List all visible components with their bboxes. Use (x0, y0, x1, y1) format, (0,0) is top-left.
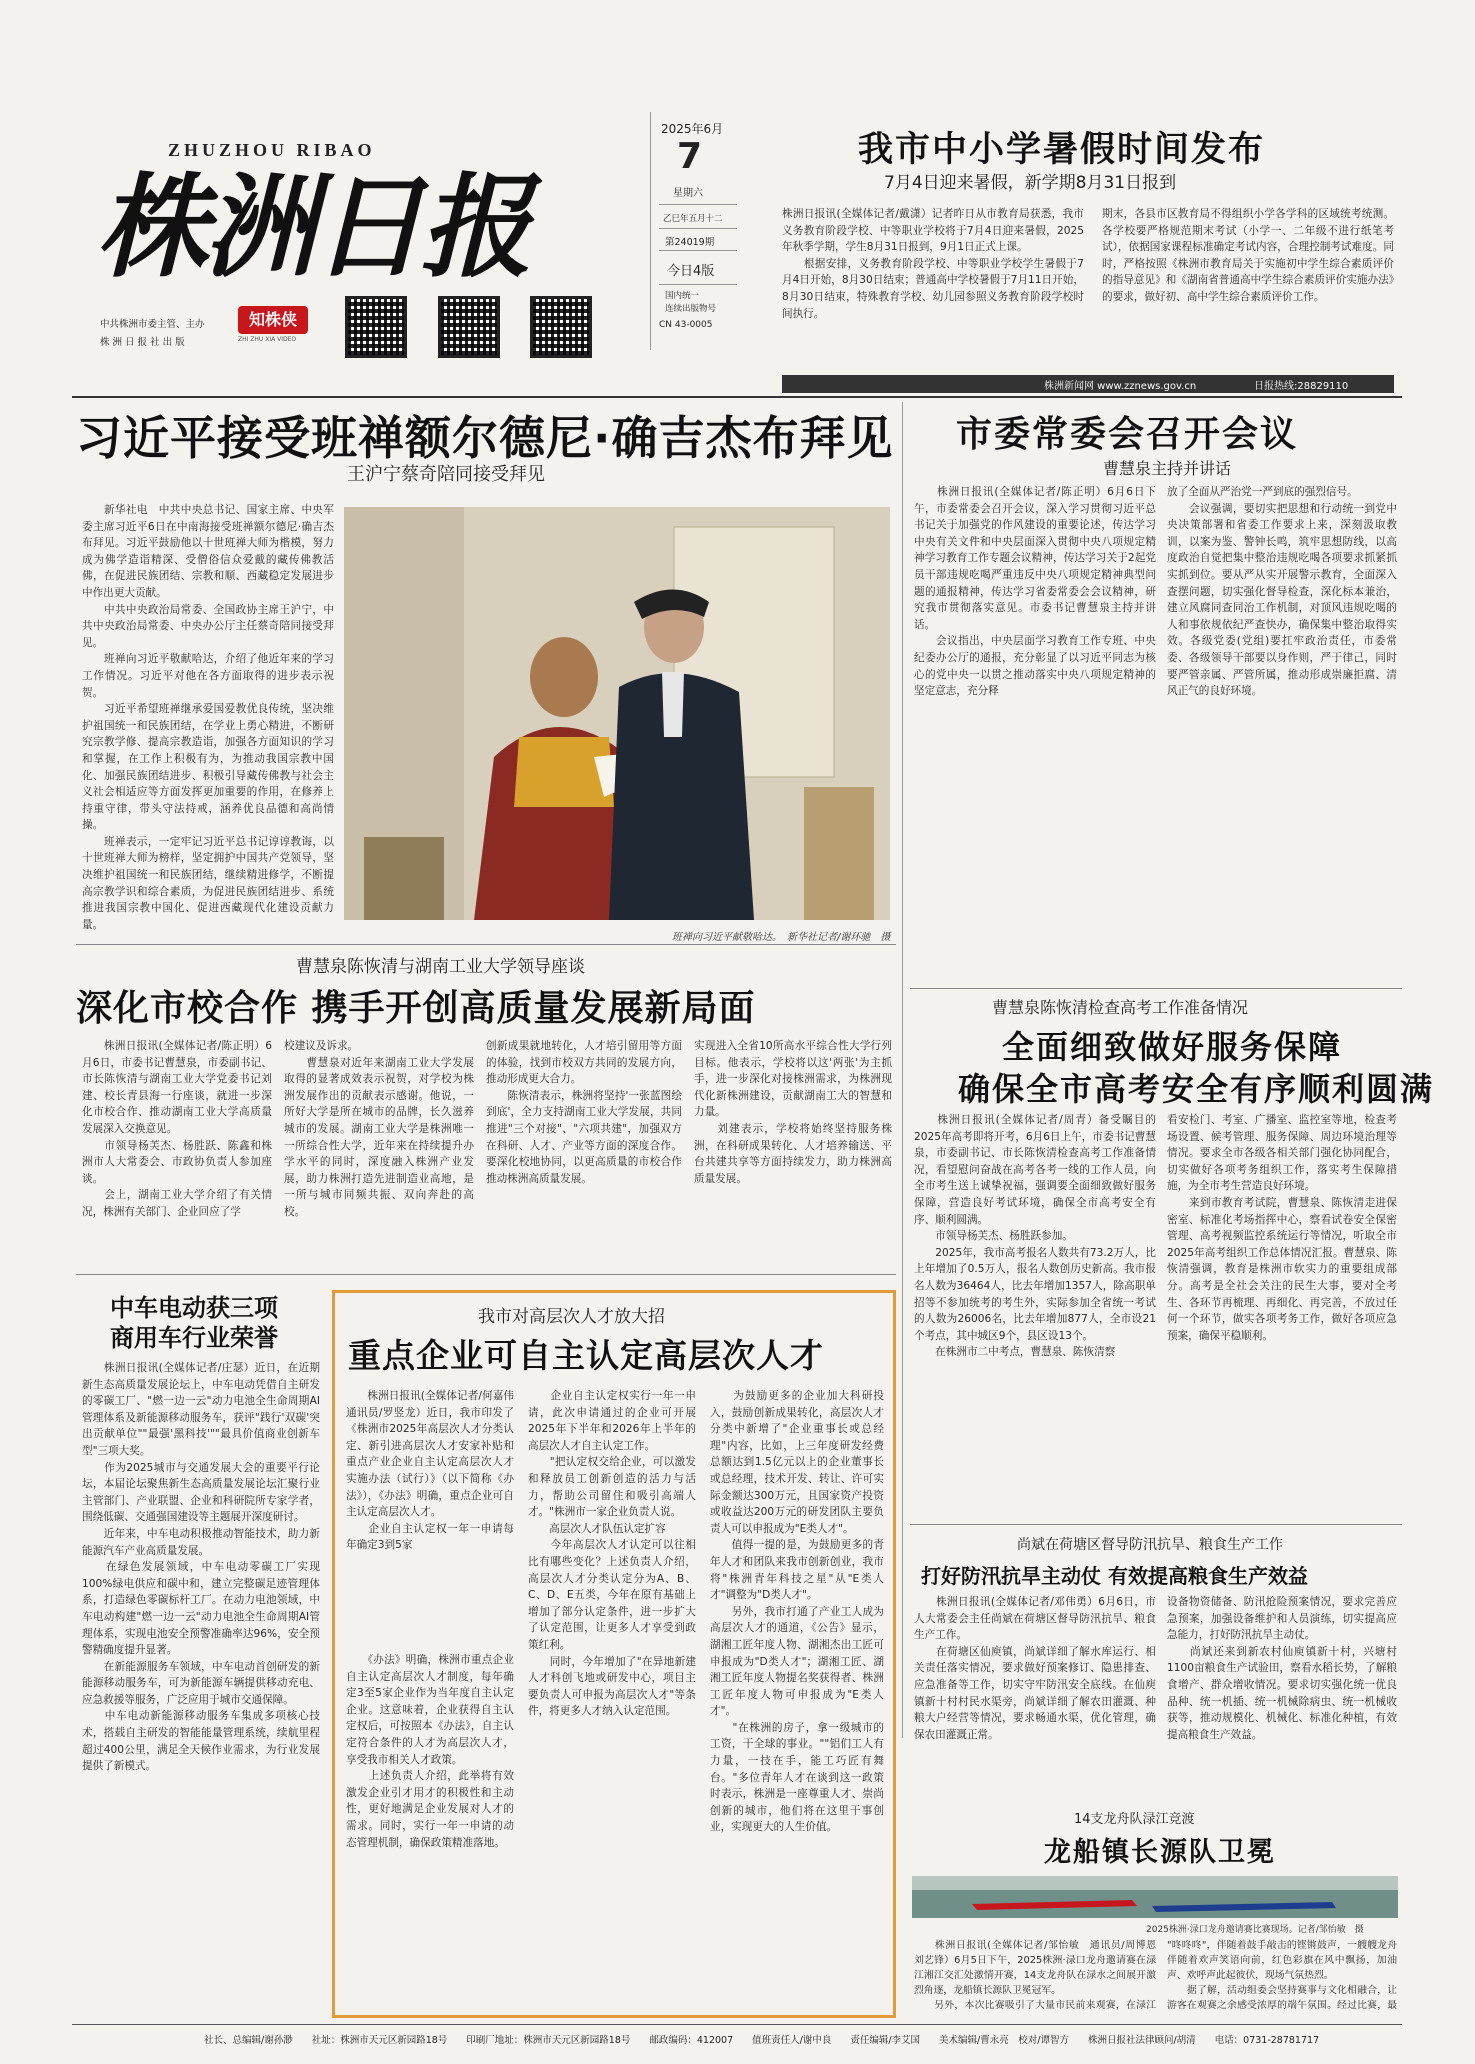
dragon-kicker: 14支龙舟队渌江竞渡 (1074, 1812, 1195, 1827)
gaokao-col1: 株洲日报讯(全媒体记者/周青）备受瞩目的2025年高考即将开考，6月6日上午，市委书记曹慧泉，市委副书记、市长陈恢清检查高考工作准备情况，看望慰问奋战在高考各考一线的工作人员，向全市考生送上诚挚祝福，强调要全面细致做好服务保障，营造良好考试环境，确保全市高考安全有序、顺利圆满。 市领导杨芙杰、杨胜跃参加。 2025年，我市高考报名人数共有73.2万人，比上年增加了0.5万人，报名人数创历史新高。我市报名人数为36464人，比去年增加1357人，除高职单招等不参加统考的考生外，实际参加全省统一考试的人数为26006名，比去年增加877人，全市设21个考点，其中城区9个，县区设13个。 在株洲市二中考点，曹慧泉、陈恢清察 (914, 1114, 1156, 1359)
xi-headline: 习近平接受班禅额尔德尼·确吉杰布拜见 (76, 411, 894, 465)
talent-headline: 重点企业可自主认定高层次人才 (348, 1336, 824, 1375)
rule-committee-gaokao (910, 988, 1402, 989)
masthead-rule (72, 396, 1402, 398)
talent-col1b: 《办法》明确，株洲市重点企业自主认定高层次人才制度，每年确定3至5家企业作为当年度自主认定企业。这意味着，企业获得自主认定权后，可按照本《办法》，自主认定符合条件的人才为高层次人才，享受我市相关人才政策。 上述负责人介绍，此举将有效激发企业引才用才的积极性和主动性，更好地满足企业发展对人才的需求。同时，实行一年一申请的动态管理机制，确保政策精准落地。 (346, 1654, 514, 1849)
brand-badge-label: 知株侠 (248, 310, 297, 329)
flood-col2: 设备物资储备、防汛抢险预案情况，要求完善应急预案，加强设备维护和人员演练，切实提高应急能力，打好防汛抗旱主动仗。 尚斌还来到新农村仙庾镇新十村，兴塘村1100亩粮食生产试验田，察看水稻长势，了解粮食增产、群众增收情况。要求切实强化统一优良品种、统一机插、统一机械除病虫、统一机械收获等，推动规模化、机械化、标准化种植，有效提高粮食生产效益。 (1167, 1596, 1397, 1741)
dragon-col1: 株洲日报讯(全媒体记者/邹怡敏 通讯员/周博恩 刘艺锋）6月5日下午，2025株洲·渌口龙舟邀请赛在渌江湘江交汇处激情开赛，14支龙舟队在渌水之间展开激烈角逐，龙船镇长源队卫冕冠军。 另外，本次比赛吸引了大量市民前来观赛，在渌江 (914, 1940, 1156, 2011)
school-headline: 深化市校合作 携手开创高质量发展新局面 (76, 988, 756, 1029)
school-kicker: 曹慧泉陈恢清与湖南工业大学领导座谈 (296, 957, 585, 977)
weekday: 星期六 (673, 188, 703, 199)
gaokao-headline2: 确保全市高考安全有序顺利圆满 (958, 1070, 1435, 1108)
committee-headline: 市委常委会召开会议 (956, 414, 1299, 455)
website-label: 株洲新闻网 www.zznews.gov.cn (1044, 381, 1197, 392)
hotline-label: 日报热线:28829110 (1254, 381, 1349, 392)
gaokao-headline1: 全面细致做好服务保障 (1002, 1028, 1343, 1066)
top-story-col2: 期末，各县市区教育局不得组织小学各学科的区域统考统测。各学校要严格规范期末考试（小学一、二年级不进行纸笔考试），依据国家课程标准确定考试内容，合理控制考试难度。同时，严格按照《株洲市教育局关于实施初中学生综合素质评价的指导意见》和《湖南省普通高中学生综合素质评价实施办法》的要求，做好初、高中学生综合素质评价工作。 (1102, 208, 1394, 303)
crrc-body: 株洲日报讯(全媒体记者/庄瑟）近日，在近期新生态高质量发展论坛上，中车电动凭借自主研发的零碳工厂、"燃一边一云"动力电池全生命周期AI管理体系及新能源移动服务车，获评"践行'双碳'突出贡献单位""最强'黑科技'""最具价值商业创新车型"三项大奖。 作为2025城市与交通发展大会的重要平行论坛，本届论坛聚焦新生态高质量发展论坛汇聚行业主管部门、产业联盟、企业和科研院所专家学者，围绕低碳、交通强国建设等主题展开深度研讨。 近年来，中车电动积极推动智能技术，助力新能源汽车产业高质量发展。 在绿色发展领域，中车电动零碳工厂实现100%绿电供应和碳中和，建立完整碳足迹管理体系，打造绿色零碳标杆工厂。在动力电池领域，中车电动构建"燃一边一云"动力电池全生命周期AI管理体系，实现电池安全预警准确率达96%，安全预警精确度提升显著。 在新能源服务车领域，中车电动首创研发的新能源移动服务车，可为新能源车辆提供移动充电、应急救援等服务，广泛应用于城市交通保障。 中车电动新能源移动服务车集成多项核心技术，搭载自主研发的智能能量管理系统，续航里程超过400公里，满足全天候作业需求，为行业发展提供了新模式。 (82, 1362, 320, 1773)
talent-kicker: 我市对高层次人才放大招 (478, 1307, 665, 1327)
date-box (650, 112, 743, 350)
rule-xi-school (76, 944, 896, 945)
flood-col1: 株洲日报讯(全媒体记者/邓伟勇）6月6日，市人大常委会主任尚斌在荷塘区督导防汛抗旱、粮食生产工作。 在荷塘区仙庾镇，尚斌详细了解水库运行、相关责任落实情况，要求做好预案修订、隐患排查、应急准备等工作，切实守牢防汛安全底线。在仙庾镇新十村村民水渠旁，尚斌详细了解农田灌溉、种粮大户经营等情况，要求畅通水渠，优化管理，确保农田灌溉正常。 (914, 1596, 1156, 1741)
lunar-date: 乙巳年五月十二 (663, 214, 723, 224)
talent-col3: 为鼓励更多的企业加大科研投入，鼓励创新成果转化，高层次人才分类中新增了"企业重事长或总经理"内容，比如，上三年度研发经费总额达到1.5亿元以上的企业董事长或总经理，技术开发、转让、许可实际金额达300万元，且国家资产投资或收益达200万元的研发团队主要负责人可以申报成为"E类人才"。 值得一提的是，为鼓励更多的青年人才和团队来我市创新创业，我市将"株洲青年科技之星"从"E类人才"调整为"D类人才"。 另外，我市打通了产业工人成为高层次人才的通道，《公告》显示，湖湘工匠年度人物、湖湘杰出工匠可申报成为"D类人才"；湖湘工匠、湖湘工匠年度人物提名奖获得者、株洲工匠年度人物可申报成为"E类人才"。 "在株洲的房子，拿一级城市的工资，干全球的事业。""铝们工人有力量，一技在手，能工巧匠有舞台。"多位青年人才在谈到这一政策时表示，株洲是一座尊重人才、崇尚创新的城市，他们将在这里干事创业，实现更大的人生价值。 (710, 1390, 884, 1834)
gaokao-kicker: 曹慧泉陈恢清检查高考工作准备情况 (992, 998, 1249, 1017)
edition-count: 今日4版 (667, 264, 715, 279)
gaokao-col2: 看安检门、考室、广播室、监控室等地，检查考场设置、候考管理、服务保障、周边环境治理等情况。要求全市各级各相关部门强化协同配合，切实做好各项考务组织工作，落实考生保障措施，为全市考生营造良好环境。 来到市教育考试院，曹慧泉、陈恢清走进保密室、标准化考场指挥中心，察看试卷安全保密管理、高考视频监控系统运行等情况，听取全市2025年高考组织工作总体情况汇报。曹慧泉、陈恢清强调，教育是株洲市软实力的重要组成部分。高考是全社会关注的民生大事，要对全考生、各环节再梳理、再细化、再完善，不放过任何一个环节，做实各项考务工作，做好各项应急预案，确保平稳顺利。 (1167, 1114, 1397, 1342)
school-col2: 校建议及诉求。 曹慧泉对近年来湖南工业大学发展取得的显著成效表示祝贺，对学校为株洲发展作出的贡献表示感谢。他说，一所好大学是所在城市的品牌，长久滋养城市的发展。湖南工业大学是株洲唯一一所综合性大学，近年来在持续提升办学水平的同时，深度融入株洲产业发展，助力株洲打造先进制造业高地，是一所与城市同频共振、双向奔赴的高校。 (284, 1040, 474, 1218)
xi-meeting-photo (344, 507, 890, 920)
dragon-col2: "咚咚咚"，伴随着鼓手敲击的铿锵鼓声，一艘艘龙舟伴随着欢声笑语向前，红色彩旗在风中飘扬，加油声、欢呼声此起彼伏，现场气氛热烈。 据了解，活动组委会坚持赛事与文化相融合，让游客在观赛之余感受浓厚的端午氛围。经过比赛，最 (1167, 1940, 1397, 2011)
qr-code-1 (345, 296, 407, 358)
top-story-headline: 我市中小学暑假时间发布 (858, 130, 1266, 170)
cn-label: 国内统一 连续出版物号 (665, 291, 717, 314)
xi-photo-caption: 班禅向习近平献敬哈达。 新华社记者/谢环驰 摄 (672, 932, 891, 943)
dragon-headline: 龙船镇长源队卫冕 (1044, 1837, 1276, 1868)
xi-body: 新华社电 中共中央总书记、国家主席、中央军委主席习近平6日在中南海接受班禅额尔德尼·确吉杰布拜见。习近平鼓励他以十世班禅大师为楷模，努力成为佛学造诣精深、受僧俗信众爱戴的藏传佛教活佛，在促进民族团结、宗教和顺、西藏稳定发展进步中作出更大贡献。 中共中央政治局常委、全国政协主席王沪宁，中共中央政治局常委、中央办公厅主任蔡奇陪同接受拜见。 班禅向习近平敬献哈达，介绍了他近年来的学习工作情况。习近平对他在各方面取得的进步表示祝贺。 习近平希望班禅继承爱国爱教优良传统，坚决维护祖国统一和民族团结，在学业上勇心精进，不断研究宗教学修、提高宗教造诣，加强各方面知识的学习和掌握，在工作上积极有为，为推动我国宗教中国化、加强民族团结进步、积极引导藏传佛教与社会主义社会相适应等方面发挥更加重要的作用，在修养上持重守律，带头守法持戒，涵养优良品德和高尚情操。 班禅表示，一定牢记习近平总书记谆谆教诲，以十世班禅大师为榜样，坚定拥护中国共产党领导，坚决维护祖国统一和民族团结，继续精进修学，不断提高宗教学识和综合素质，为促进民族团结进步、系统推进我国宗教中国化、促进西藏现代化建设贡献力量。 (82, 504, 334, 931)
issue-number: 第24019期 (665, 237, 715, 248)
talent-col2: 企业自主认定权实行一年一申请，此次申请通过的企业可开展2025年下半年和2026年上半年的高层次人才自主认定工作。 "把认定权交给企业，可以激发和释放员工创新创造的活力与活力，帮助公司留住和吸引高端人才。"株洲市一家企业负责人说。 高层次人才队伍认定扩容 今年高层次人才认定可以往相比有哪些变化？上述负责人介绍，高层次人才分类认定分为A、B、C、D、E五类，今年在原有基础上增加了部分认定条件，进一步扩大了认定范围，让更多人才享受到政策红利。 同时，今年增加了"在异地新建人才科创飞地或研发中心，项目主要负责人可申报为高层次人才"等条件，将更多人才纳入认定范围。 (528, 1390, 696, 1718)
cn-code: CN 43-0005 (659, 320, 713, 330)
dragon-photo-caption: 2025株洲·渌口龙舟邀请赛比赛现场。记者/邹怡敏 摄 (1146, 1925, 1364, 1935)
column-divider-main (902, 402, 903, 1738)
rule-school-bottom (76, 1274, 896, 1275)
rule-gaokao-flood (910, 1524, 1402, 1525)
committee-col2: 放了全面从严治党一严到底的强烈信号。 会议强调，要切实把思想和行动统一到党中央决策部署和省委工作要求上来，深刻汲取教训，以案为鉴、警钟长鸣，筑牢思想防线，以高度政治自觉把集中整治违规吃喝各项要求抓紧抓实抓到位。要从严从实开展警示教育，全面深入查摆问题，切实强化督导检查，深化标本兼治，建立风腐同查同治工作机制，对顶风违规吃喝的人和事依规依纪严查快办，确保集中整治取得实效。各级党委(党组)要扛牢政治责任，市委常委、各级领导干部要以身作则，严于律己，同时要严管亲属、严管所属，推动形成崇廉拒腐、清风正气的良好环境。 (1167, 486, 1397, 698)
talent-col1: 株洲日报讯(全媒体记者/何嘉伟 通讯员/罗竖龙）近日，我市印发了《株洲市2025年高层次人才分类认定、新引进高层次人才安家补贴和重点产业企业自主认定高层次人才实施办法（试行）》（以下简称《办法》），《办法》明确，重点企业可自主认定高层次人才。 企业自主认定权一年一申请每年确定3到5家 (346, 1390, 514, 1552)
committee-col1: 株洲日报讯(全媒体记者/陈正明）6月6日下午，市委常委会召开会议，深入学习贯彻习近平总书记关于加强党的作风建设的重要论述，传达学习中央有关文件和中央层面深入贯彻中央八项规定精神学习教育工作专题会议精神，传达学习关于2起党员干部违规吃喝严重违反中央八项规定精神典型问题的通报精神，传达学习省委常委会会议精神，研究我市贯彻落实意见。市委书记曹慧泉主持并讲话。 会议指出，中央层面学习教育工作专班、中央纪委办公厅的通报，充分彰显了以习近平同志为核心的党中央一以贯之推动落实中央八项规定精神的坚定意志，充分释 (914, 486, 1156, 698)
xi-subhead: 王沪宁蔡奇陪同接受拜见 (347, 464, 545, 485)
flood-kicker: 尚斌在荷塘区督导防汛抗旱、粮食生产工作 (1017, 1537, 1283, 1553)
date-year-month: 2025年6月 (661, 122, 724, 136)
top-story-col1: 株洲日报讯(全媒体记者/戴潇）记者昨日从市教育局获悉，我市义务教育阶段学校、中等职业学校将于7月4日迎来暑假，2025年秋季学期，学生8月31日报到，9月1日正式上课。 根据安排，义务教育阶段学校、中等职业学校学生暑假于7月4日开始，8月30日结束；普通高中学校暑假于7月11日开始，8月30日结束，特殊教育学校、幼儿园参照义务教育阶段学校时间执行。 (782, 208, 1084, 320)
flood-headline: 打好防汛抗旱主动仗 有效提高粮食生产效益 (921, 1564, 1308, 1588)
masthead-pinyin: ZHUZHOU RIBAO (168, 140, 376, 160)
top-story-subhead: 7月4日迎来暑假，新学期8月31日报到 (884, 173, 1177, 193)
sponsor-line1: 中共株洲市委主管、主办 (100, 319, 205, 330)
footer-text: 社长、总编辑/谢孙渺 社址：株洲市天元区新园路18号 印刷厂地址：株洲市天元区新园路18号 邮政编码：412007 值班责任人/谢中良 责任编辑/李艾国 美术编辑/曹永亮 校对/谭智方 株洲日报社法律顾问/胡清 电话：0731-28781717 (204, 2035, 1320, 2046)
crrc-headline2: 商用车行业荣誉 (110, 1324, 278, 1352)
school-col3: 创新成果就地转化，人才培引留用等方面的体验，找到市校双方共同的发展方向，推动形成更大合力。 陈恢清表示，株洲将坚持'一张蓝图绘到底'，全力支持湖南工业大学发展，共同推进"三个对接"、"六项共建"，加强双方在科研、人才、产业等方面的深度合作。要深化校地协同，以更高质量的市校合作推动株洲高质量发展。 (486, 1040, 682, 1185)
footer-rule (72, 2024, 1402, 2025)
brand-sub: ZHI ZHU XIA VIDEO (238, 336, 297, 343)
date-day: 7 (677, 136, 703, 177)
school-col1: 株洲日报讯(全媒体记者/陈正明）6月6日，市委书记曹慧泉，市委副书记、市长陈恢清与湖南工业大学党委书记刘建、校长青县海一行座谈，就进一步深化市校合作、推动湖南工业大学高质量发展深入交换意见。 市领导杨芙杰、杨胜跃、陈鑫和株洲市人大常委会、市政协负责人参加座谈。 会上，湖南工业大学介绍了有关情况，株洲有关部门、企业回应了学 (82, 1040, 272, 1218)
committee-subhead: 曹慧泉主持并讲话 (1103, 459, 1232, 478)
school-col4: 实现进入全省10所高水平综合性大学行列目标。他表示，学校将以这'两张'为主抓手，进一步深化对接株洲需求，为株洲现代化新株洲建设，贡献湖南工大的智慧和力量。 刘建表示，学校将始终坚持服务株洲，在科研成果转化、人才培养输送、平台共建共享等方面持续发力，助力株洲高质量发展。 (694, 1040, 892, 1185)
brand-badge[interactable] (238, 306, 308, 334)
crrc-headline1: 中车电动获三项 (110, 1294, 278, 1322)
qr-code-2 (438, 296, 500, 358)
qr-code-3 (530, 296, 592, 358)
sponsor-line2: 株 洲 日 报 社 出 版 (100, 337, 185, 348)
masthead-title: 株洲日报 (96, 162, 528, 293)
dragon-boat-photo (912, 1876, 1398, 1918)
